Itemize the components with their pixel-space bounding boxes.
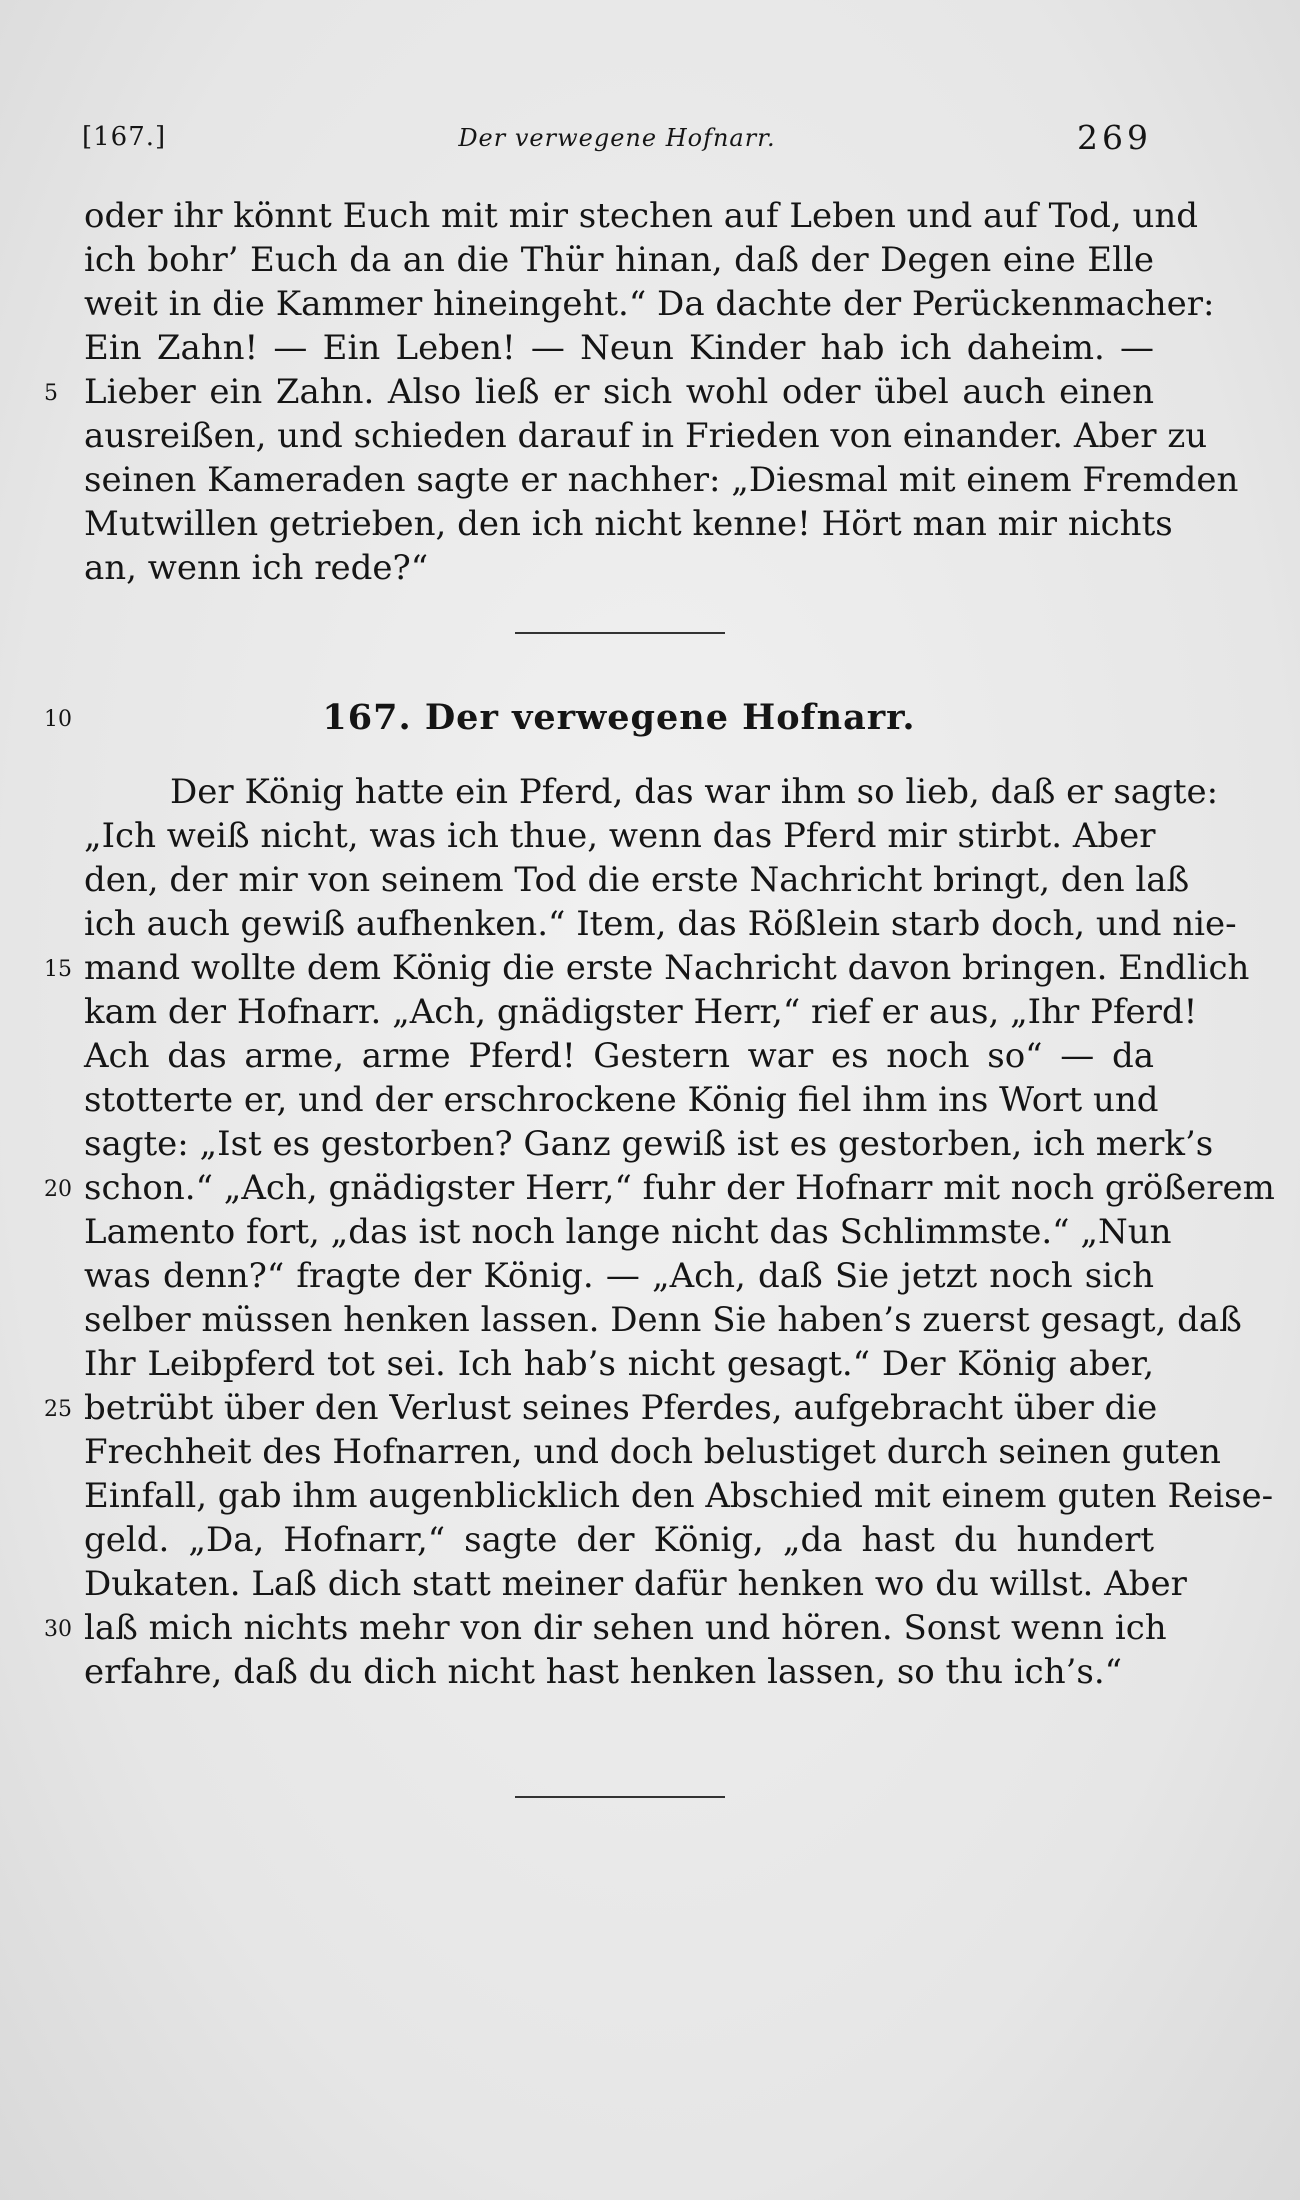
- text-line: [84, 546, 1154, 590]
- line-text: was denn?“ fragte der König. — „Ach, daß Sie jetzt noch sich: [84, 1256, 1154, 1296]
- text-line: [84, 326, 1154, 370]
- text-line: [84, 458, 1239, 502]
- line-text: stotterte er, und der erschrockene König fiel ihm ins Wort und: [84, 1080, 1159, 1120]
- line-text: Der König hatte ein Pferd, das war ihm so lieb, daß er sagte:: [170, 772, 1219, 812]
- end-divider: [515, 1796, 725, 1798]
- line-text: sagte: „Ist es gestorben? Ganz gewiß ist es gestorben, ich merk’s: [84, 1124, 1214, 1164]
- text-line: [44, 1606, 1167, 1650]
- text-line: [84, 1078, 1159, 1122]
- previous-story-ending: [44, 194, 1239, 590]
- text-line: [84, 1430, 1221, 1474]
- line-text: Ihr Leibpferd tot sei. Ich hab’s nicht gesagt.“ Der König aber,: [84, 1344, 1154, 1384]
- text-line: [84, 1474, 1274, 1518]
- text-line: [44, 1166, 1275, 1210]
- section-heading: [44, 696, 1154, 740]
- line-text: geld. „Da, Hofnarr,“ sagte der König, „da hast du hundert: [84, 1520, 1154, 1560]
- line-text: „Ich weiß nicht, was ich thue, wenn das Pferd mir stirbt. Aber: [84, 816, 1156, 856]
- line-text: an, wenn ich rede?“: [84, 548, 429, 588]
- line-number: 30: [44, 1617, 72, 1642]
- line-text: weit in die Kammer hineingeht.“ Da dachte der Perückenmacher:: [84, 284, 1215, 324]
- text-line: [84, 1342, 1154, 1386]
- line-text: erfahre, daß du dich nicht hast henken lassen, so thu ich’s.“: [84, 1652, 1123, 1692]
- line-text: betrübt über den Verlust seines Pferdes, aufgebracht über die: [84, 1388, 1158, 1428]
- line-text: ich bohr’ Euch da an die Thür hinan, daß der Degen eine Elle: [84, 240, 1154, 280]
- text-line: [84, 502, 1173, 546]
- line-text: ich auch gewiß aufhenken.“ Item, das Rößlein starb doch, und nie-: [84, 904, 1237, 944]
- line-text: Mutwillen getrieben, den ich nicht kenne! Hört man mir nichts: [84, 504, 1173, 544]
- running-title: Der verwegene Hofnarr.: [458, 124, 776, 152]
- line-text: selber müssen henken lassen. Denn Sie haben’s zuerst gesagt, daß: [84, 1300, 1242, 1340]
- line-text: Lieber ein Zahn. Also ließ er sich wohl oder übel auch einen: [84, 372, 1154, 412]
- line-text: Einfall, gab ihm augenblicklich den Abschied mit einem guten Reise-: [84, 1476, 1274, 1516]
- line-text: ausreißen, und schieden darauf in Frieden von einander. Aber zu: [84, 416, 1208, 456]
- line-text: laß mich nichts mehr von dir sehen und hören. Sonst wenn ich: [84, 1608, 1167, 1648]
- text-line: [84, 1298, 1242, 1342]
- line-text: seinen Kameraden sagte er nachher: „Diesmal mit einem Fremden: [84, 460, 1239, 500]
- text-line: [84, 990, 1198, 1034]
- section-reference: [167.]: [82, 122, 167, 152]
- line-text: oder ihr könnt Euch mit mir stechen auf Leben und auf Tod, und: [84, 196, 1199, 236]
- text-line: [84, 858, 1190, 902]
- line-number: 25: [44, 1397, 72, 1422]
- section-title: 167. Der verwegene Hofnarr.: [322, 697, 916, 738]
- text-line: [84, 1650, 1154, 1694]
- text-line: [84, 1122, 1214, 1166]
- text-line: [84, 194, 1199, 238]
- line-text: Frechheit des Hofnarren, und doch belustiget durch seinen guten: [84, 1432, 1221, 1472]
- text-line: [44, 1386, 1158, 1430]
- section-divider: [515, 632, 725, 634]
- line-text: kam der Hofnarr. „Ach, gnädigster Herr,“ rief er aus, „Ihr Pferd!: [84, 992, 1198, 1032]
- line-number: 15: [44, 957, 72, 982]
- line-text: Ach das arme, arme Pferd! Gestern war es noch so“ — da: [84, 1036, 1154, 1076]
- text-line: [84, 282, 1215, 326]
- line-text: Ein Zahn! — Ein Leben! — Neun Kinder hab ich daheim. —: [84, 328, 1154, 368]
- text-line: [84, 238, 1154, 282]
- line-text: Dukaten. Laß dich statt meiner dafür henken wo du willst. Aber: [84, 1564, 1187, 1604]
- running-header: [82, 118, 1152, 168]
- text-line: [44, 370, 1154, 414]
- line-number: 10: [44, 707, 72, 732]
- text-line: [84, 902, 1237, 946]
- line-text: den, der mir von seinem Tod die erste Nachricht bringt, den laß: [84, 860, 1190, 900]
- line-number: 20: [44, 1177, 72, 1202]
- text-line: [84, 1254, 1154, 1298]
- text-line: [84, 1562, 1187, 1606]
- page-number: 269: [1077, 118, 1152, 157]
- line-number: 5: [44, 381, 58, 406]
- text-line: [84, 814, 1154, 858]
- story-text: [44, 770, 1275, 1694]
- text-line: [84, 414, 1208, 458]
- text-line: [84, 1034, 1154, 1078]
- line-text: schon.“ „Ach, gnädigster Herr,“ fuhr der Hofnarr mit noch größerem: [84, 1168, 1275, 1208]
- text-line: [44, 946, 1250, 990]
- line-text: mand wollte dem König die erste Nachricht davon bringen. Endlich: [84, 948, 1250, 988]
- text-line: [84, 770, 1219, 814]
- text-line: [84, 1518, 1154, 1562]
- line-text: Lamento fort, „das ist noch lange nicht das Schlimmste.“ „Nun: [84, 1212, 1172, 1252]
- text-line: [84, 1210, 1172, 1254]
